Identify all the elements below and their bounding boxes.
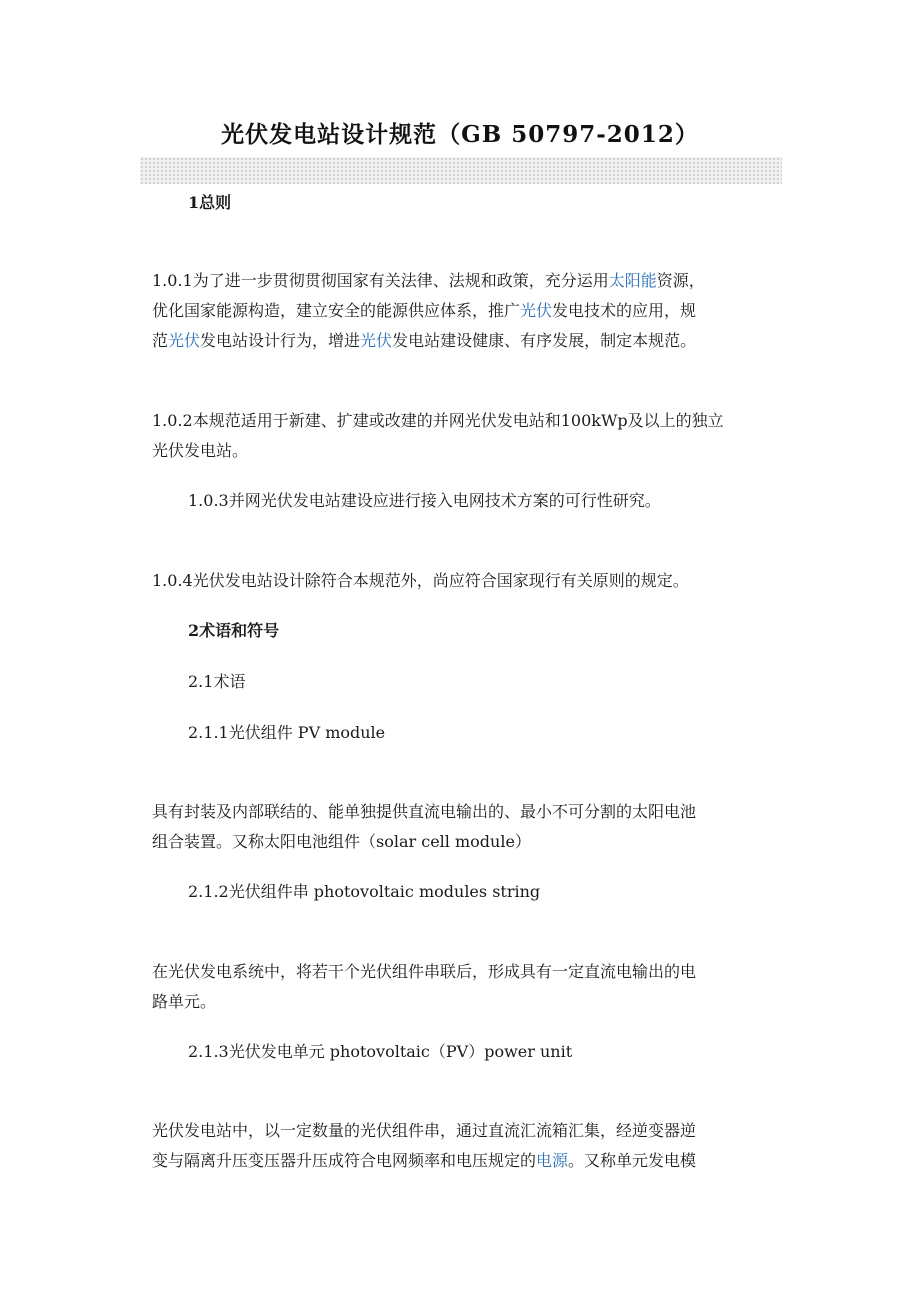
definition-2-1-1-line-1: 具有封装及内部联结的、能单独提供直流电输出的、最小不可分割的太阳电池	[152, 802, 697, 821]
term-2-1-2: 2.1.2光伏组件串 photovoltaic modules string	[188, 882, 541, 901]
term-2-1-3: 2.1.3光伏发电单元 photovoltaic（PV）power unit	[188, 1042, 573, 1061]
paragraph-1-0-3: 1.0.3并网光伏发电站建设应进行接入电网技术方案的可行性研究。	[188, 491, 661, 510]
paragraph-1-0-2-line-2: 光伏发电站。	[152, 441, 249, 460]
paragraph-1-0-1-line-3	[152, 326, 782, 356]
section-heading-general: 1总则	[188, 193, 232, 212]
subsection-2-1: 2.1术语	[188, 672, 246, 691]
paragraph-1-0-1-line-1	[152, 266, 782, 296]
text-segment: 发电站建设健康、有序发展，制定本规范。	[392, 331, 697, 350]
text-segment: 发电站设计行为，增进	[200, 331, 361, 350]
link-photovoltaic[interactable]: 光伏	[520, 301, 553, 320]
paragraph-1-0-4: 1.0.4光伏发电站设计除符合本规范外，尚应符合国家现行有关原则的规定。	[152, 571, 689, 590]
title-decorative-band	[140, 157, 782, 184]
paragraph-1-0-2-line-1: 1.0.2本规范适用于新建、扩建或改建的并网光伏发电站和100kWp及以上的独立	[152, 411, 724, 430]
definition-2-1-3-line-1: 光伏发电站中，以一定数量的光伏组件串，通过直流汇流箱汇集，经逆变器逆	[152, 1121, 697, 1140]
text-segment: 范	[152, 331, 169, 350]
text-segment: 优化国家能源构造，建立安全的能源供应体系，推广	[152, 301, 521, 320]
text-segment: 。又称单元发电模	[568, 1151, 697, 1170]
text-segment: 资源，	[656, 271, 705, 290]
definition-2-1-1-line-2: 组合装置。又称太阳电池组件（solar cell module）	[152, 832, 531, 851]
definition-2-1-2-line-1: 在光伏发电系统中，将若干个光伏组件串联后，形成具有一定直流电输出的电	[152, 962, 697, 981]
link-solar-energy[interactable]: 太阳能	[608, 271, 657, 290]
text-segment: 发电技术的应用，规	[552, 301, 697, 320]
section-heading-terms: 2术语和符号	[188, 621, 280, 640]
document-title: 光伏发电站设计规范（GB 50797-2012）	[221, 121, 699, 148]
link-power-source[interactable]: 电源	[536, 1151, 569, 1170]
paragraph-1-0-1-line-2	[152, 296, 782, 326]
definition-2-1-2-line-2: 路单元。	[152, 992, 217, 1011]
link-photovoltaic[interactable]: 光伏	[168, 331, 201, 350]
text-segment: 1.0.1为了进一步贯彻贯彻国家有关法律、法规和政策，充分运用	[152, 271, 609, 290]
definition-2-1-3-line-2	[152, 1146, 782, 1176]
link-photovoltaic[interactable]: 光伏	[360, 331, 393, 350]
text-segment: 变与隔离升压变压器升压成符合电网频率和电压规定的	[152, 1151, 537, 1170]
term-2-1-1: 2.1.1光伏组件 PV module	[188, 723, 386, 742]
